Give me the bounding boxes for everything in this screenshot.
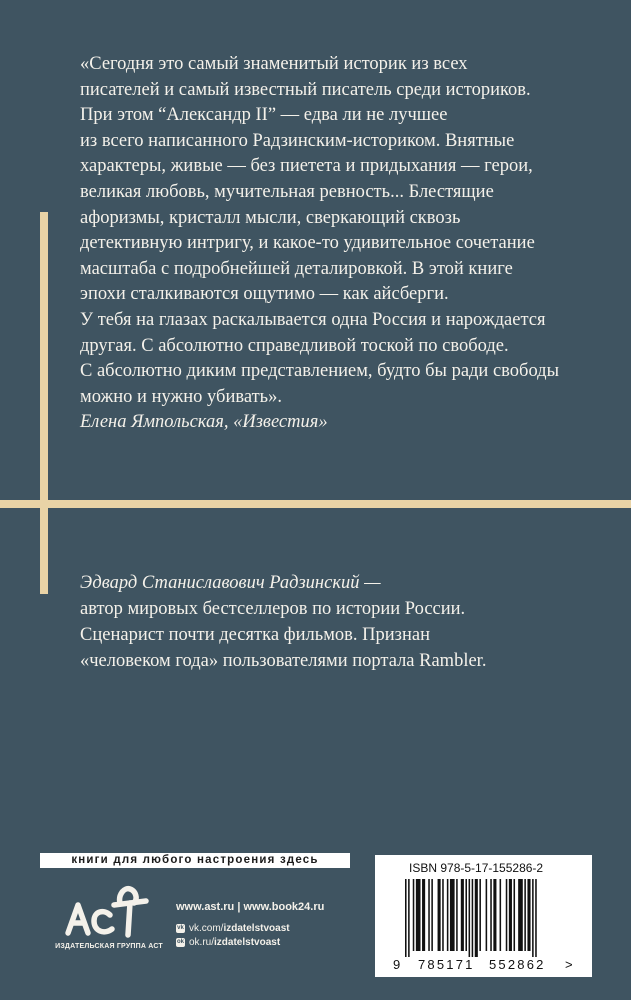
quote-attribution: Елена Ямпольская, «Известия» bbox=[80, 412, 328, 433]
quote-line: писателей и самый известный писатель среди историков. bbox=[80, 79, 531, 100]
barcode-left-digits: 785171 bbox=[418, 957, 475, 972]
vk-icon: vk bbox=[177, 925, 184, 931]
publisher-logo bbox=[54, 875, 164, 975]
barcode-bar bbox=[438, 879, 441, 951]
barcode-end-marker: > bbox=[565, 957, 573, 972]
ok-icon: ok bbox=[176, 939, 184, 945]
quote-line: другая. С абсолютно справедливой тоской по свободе. bbox=[80, 335, 509, 356]
author-name: Эдвард Станиславович Радзинский — bbox=[80, 573, 381, 593]
barcode-bar bbox=[506, 879, 508, 951]
quote-line: эпохи сталкиваются ощутимо — как айсберги. bbox=[80, 284, 449, 305]
decorative-horizontal-line bbox=[0, 500, 631, 508]
barcode-bar bbox=[514, 879, 516, 951]
barcode-bar bbox=[479, 879, 481, 951]
barcode-bar bbox=[431, 879, 433, 951]
barcode-bar bbox=[456, 879, 458, 951]
barcode-bar bbox=[413, 879, 415, 951]
quote-line: великая любовь, мучительная ревность... Блестящие bbox=[80, 181, 494, 202]
quote-line: масштаба с подробнейшей деталировкой. В этой книге bbox=[80, 258, 513, 279]
quote-line: У тебя на глазах раскалывается одна Россия и нарождается bbox=[80, 309, 546, 330]
barcode-bar bbox=[500, 879, 502, 951]
barcode-bar bbox=[524, 879, 526, 951]
quote-line: С абсолютно диким представлением, будто бы ради свободы bbox=[80, 361, 560, 382]
barcode-bar bbox=[490, 879, 492, 951]
bio-line: Сценарист почти десятка фильмов. Признан bbox=[80, 625, 430, 645]
barcode-bar bbox=[475, 879, 478, 957]
barcode-bar bbox=[428, 879, 430, 951]
barcode-bar bbox=[450, 879, 455, 951]
barcode-bar bbox=[518, 879, 523, 951]
barcode-bar bbox=[447, 879, 449, 951]
quote-line: При этом “Александр II” — едва ли не лучшее bbox=[80, 105, 448, 126]
publisher-tagline: книги для любого настроения здесь bbox=[40, 853, 350, 868]
isbn-barcode bbox=[375, 855, 592, 977]
review-quote bbox=[80, 52, 560, 436]
social-link-ok[interactable] bbox=[176, 937, 324, 948]
barcode-bar bbox=[465, 879, 467, 951]
barcode-bar bbox=[472, 879, 474, 957]
quote-line: «Сегодня это самый знаменитый историк из всех bbox=[80, 54, 468, 74]
publisher-links bbox=[176, 901, 324, 951]
barcode-bar bbox=[461, 879, 464, 951]
bio-line: «человеком года» пользователями портала Rambler. bbox=[80, 651, 487, 671]
quote-line: детективную интригу, и какое-то удивительное сочетание bbox=[80, 233, 535, 254]
social-prefix: vk.com/ bbox=[189, 923, 224, 934]
social-handle: izdatelstvoast bbox=[223, 923, 290, 934]
decorative-vertical-line bbox=[40, 212, 48, 594]
barcode-bar bbox=[486, 879, 488, 951]
quote-line: из всего написанного Радзинским-историком. Внятные bbox=[80, 130, 515, 151]
publisher-imprint: ИЗДАТЕЛЬСКАЯ ГРУППА АСТ bbox=[55, 943, 163, 950]
ast-logo-icon bbox=[54, 875, 164, 945]
quote-line: характеры, живые — без пиетета и придыхания — герои, bbox=[80, 156, 533, 177]
barcode-graphic bbox=[375, 855, 592, 977]
barcode-bar bbox=[442, 879, 444, 951]
quote-line: афоризмы, кристалл мысли, сверкающий сквозь bbox=[80, 207, 461, 228]
barcode-bar bbox=[469, 879, 471, 957]
isbn-label: ISBN 978-5-17-155286-2 bbox=[409, 861, 544, 875]
barcode-right-digits: 552862 bbox=[489, 957, 546, 972]
website-links[interactable]: www.ast.ru | www.book24.ru bbox=[176, 901, 325, 913]
barcode-bar bbox=[422, 879, 425, 951]
quote-line: можно и нужно убивать». bbox=[80, 386, 282, 407]
author-bio bbox=[80, 570, 560, 674]
barcode-bar bbox=[535, 879, 537, 957]
barcode-bar bbox=[416, 879, 421, 951]
barcode-bar bbox=[408, 879, 410, 957]
social-link-vk[interactable] bbox=[176, 923, 324, 934]
barcode-bar bbox=[493, 879, 496, 951]
barcode-bar bbox=[509, 879, 512, 951]
barcode-bar bbox=[527, 879, 530, 951]
bio-line: автор мировых бестселлеров по истории России. bbox=[80, 599, 466, 619]
social-handle: izdatelstvoast bbox=[214, 937, 281, 948]
barcode-bar bbox=[532, 879, 534, 957]
barcode-first-digit: 9 bbox=[393, 957, 401, 972]
barcode-bar bbox=[405, 879, 407, 957]
social-prefix: ok.ru/ bbox=[189, 937, 215, 948]
